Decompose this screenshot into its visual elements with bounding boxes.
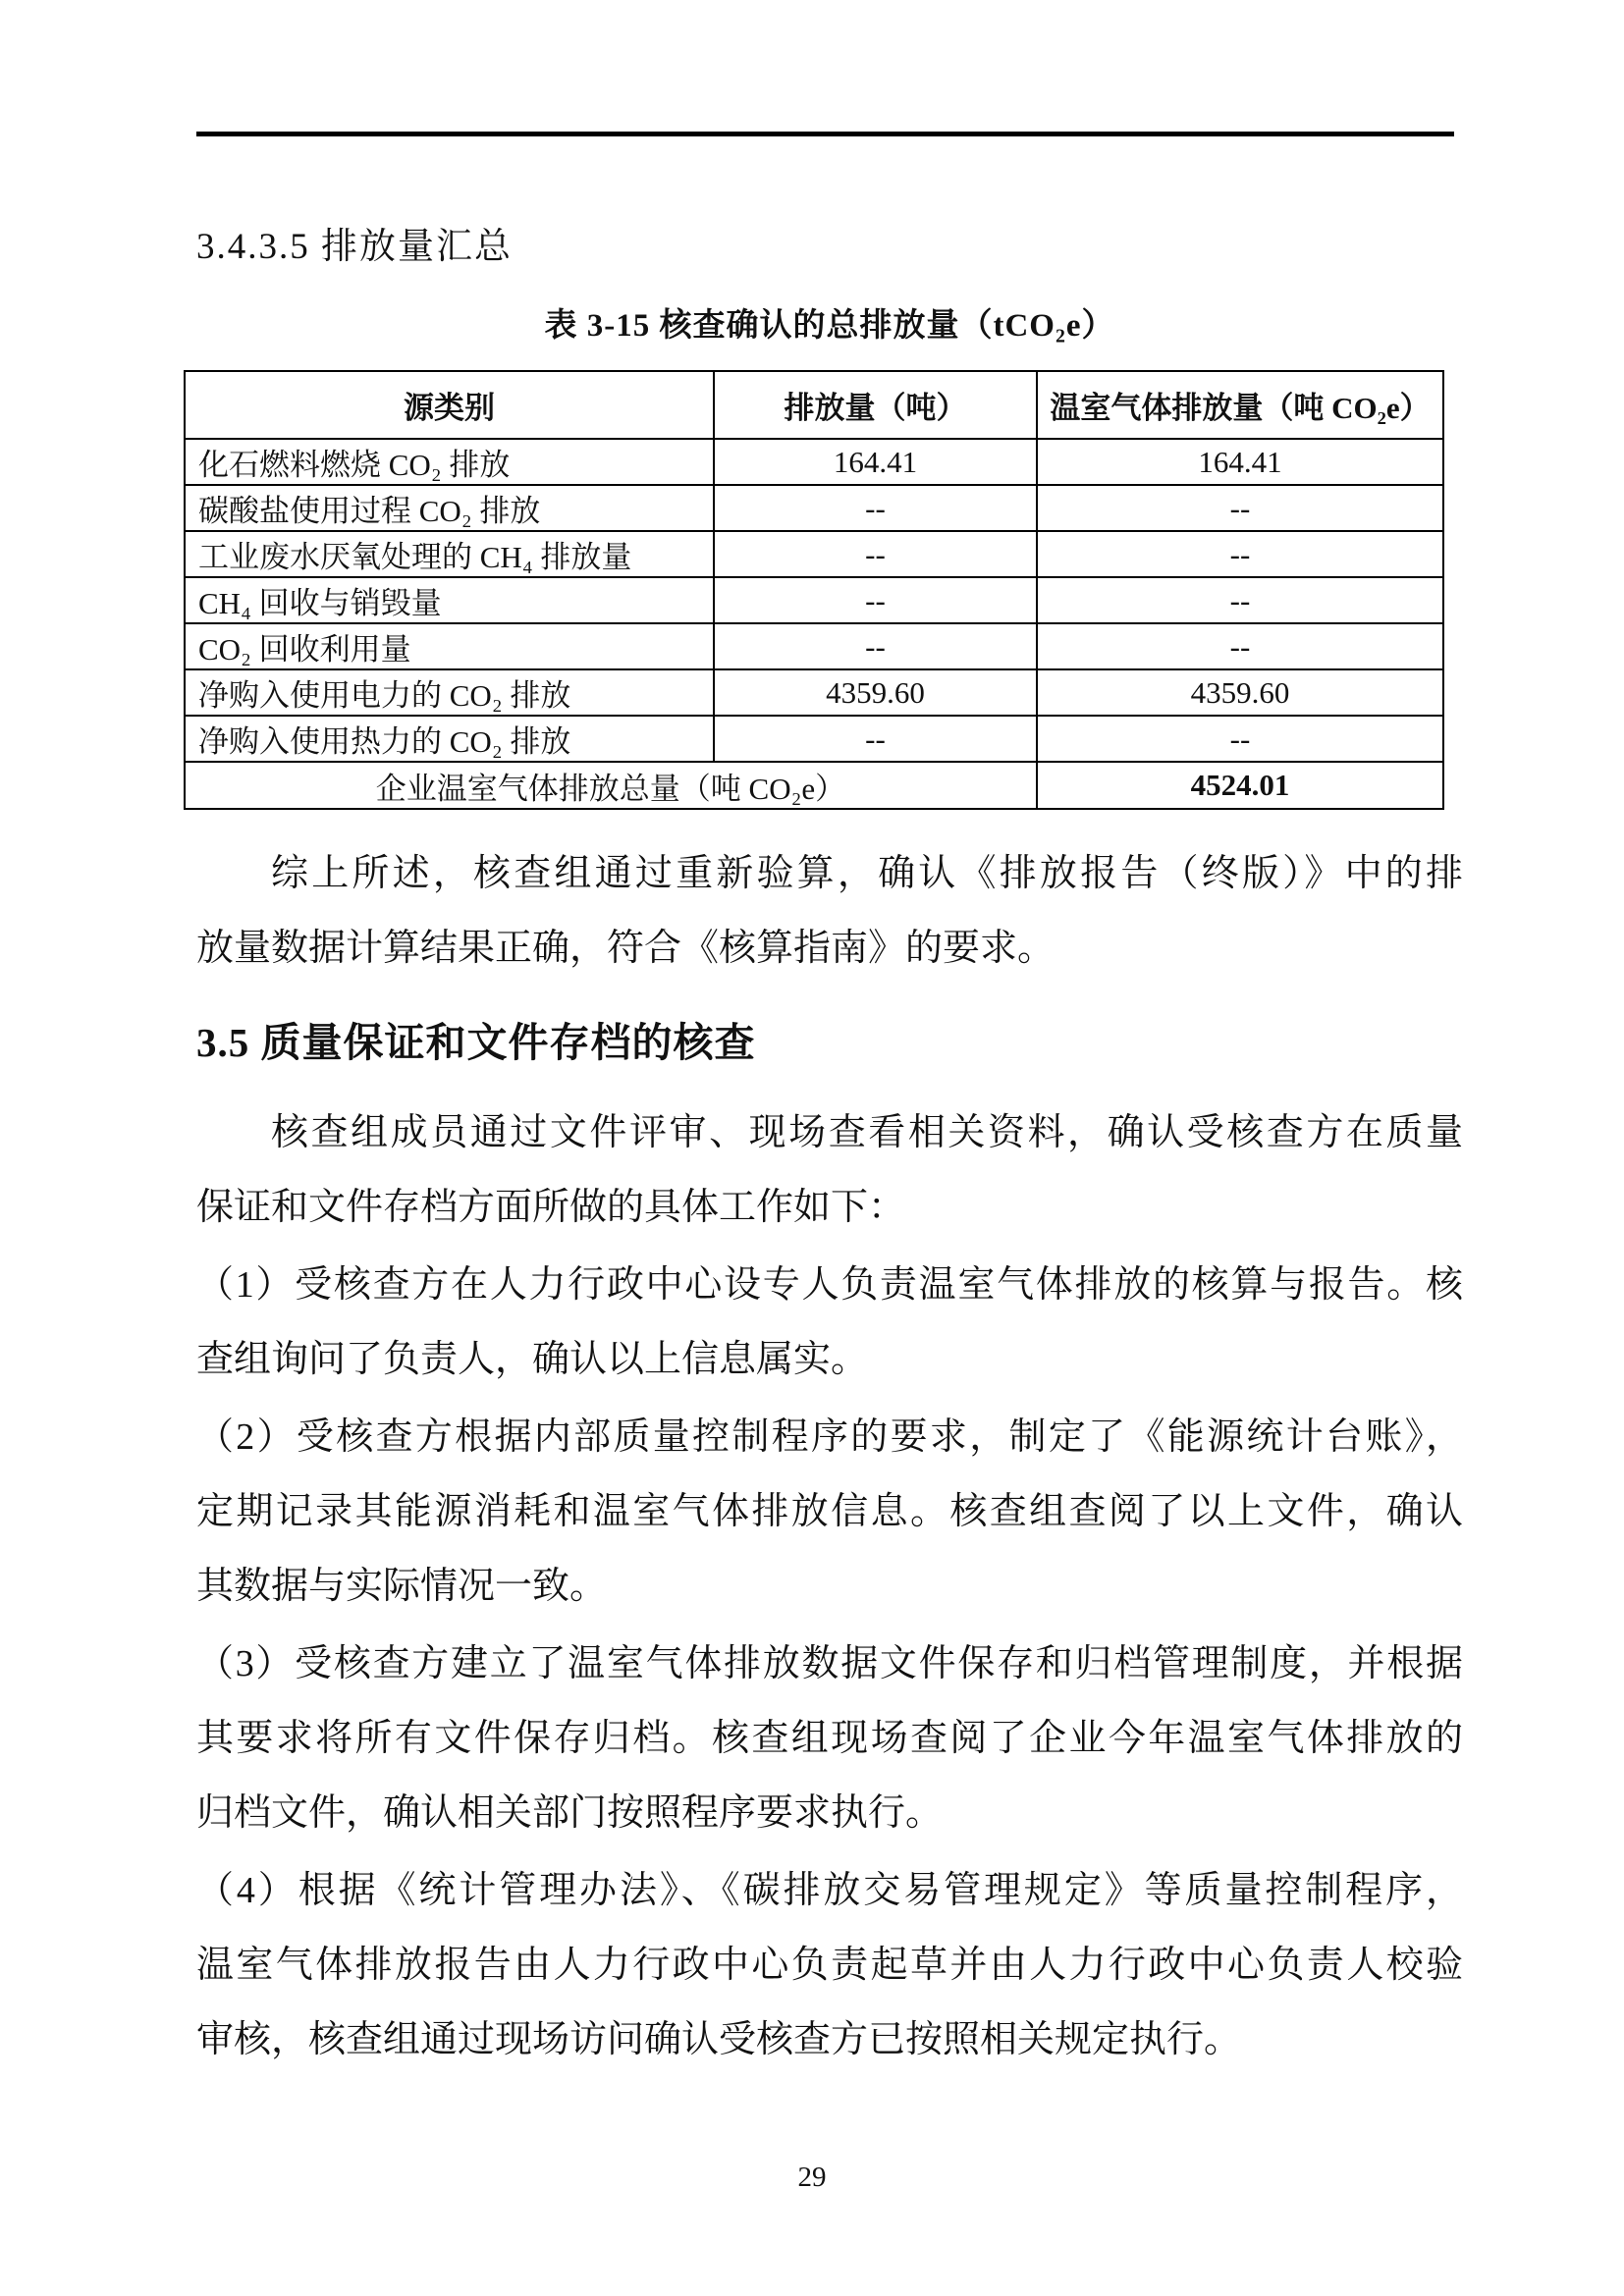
page-content (196, 0, 1463, 2077)
table-row (185, 716, 1443, 762)
paragraph-summary (196, 836, 1463, 986)
cell-ghg: -- (1037, 623, 1443, 669)
paragraph-line: （3）受核查方建立了温室气体排放数据文件保存和归档管理制度，并根据 (196, 1643, 1463, 1684)
paragraph-item-3 (196, 1627, 1463, 1850)
paragraph-line: 定期记录其能源消耗和温室气体排放信息。核查组查阅了以上文件，确认 (196, 1491, 1463, 1532)
total-value-cell: 4524.01 (1037, 762, 1443, 809)
cell-emission: 164.41 (714, 439, 1037, 485)
table-caption: 表 3-15 核查确认的总排放量（tCO₂e） (544, 308, 1115, 344)
paragraph-line: 温室气体排放报告由人力行政中心负责起草并由人力行政中心负责人校验 (196, 1945, 1463, 1986)
cell-source: CH₄ 回收与销毁量 (185, 577, 714, 623)
section-heading-35: 3.5 质量保证和文件存档的核查 (196, 1020, 756, 1065)
table-total-row (185, 762, 1443, 809)
paragraph-item-1 (196, 1248, 1463, 1397)
paragraph-line: 审核，核查组通过现场访问确认受核查方已按照相关规定执行。 (196, 2019, 1242, 2060)
table-row (185, 623, 1443, 669)
paragraph-line: 其数据与实际情况一致。 (196, 1566, 608, 1607)
paragraph-line: 其要求将所有文件保存归档。核查组现场查阅了企业今年温室气体排放的 (196, 1718, 1463, 1759)
cell-source: 净购入使用热力的 CO₂ 排放 (185, 716, 714, 762)
cell-emission: 4359.60 (714, 669, 1037, 716)
cell-emission: -- (714, 716, 1037, 762)
table-row (185, 439, 1443, 485)
paragraph-line: 查组询问了负责人，确认以上信息属实。 (196, 1339, 869, 1380)
cell-source: 碳酸盐使用过程 CO₂ 排放 (185, 485, 714, 531)
table-row (185, 577, 1443, 623)
cell-source: 工业废水厌氧处理的 CH₄ 排放量 (185, 531, 714, 577)
emissions-summary-table (184, 370, 1444, 810)
paragraph-item-2 (196, 1400, 1463, 1624)
table-row (185, 531, 1443, 577)
section-heading-3435: 3.4.3.5 排放量汇总 (196, 227, 513, 267)
cell-emission: -- (714, 577, 1037, 623)
paragraph-line: 综上所述，核查组通过重新验算，确认《排放报告（终版）》中的排 (271, 853, 1463, 894)
cell-ghg: -- (1037, 577, 1443, 623)
paragraph-qa-intro (196, 1095, 1463, 1245)
paragraph-item-4 (196, 1853, 1463, 2077)
paragraph-line: （1）受核查方在人力行政中心设专人负责温室气体排放的核算与报告。核 (196, 1264, 1463, 1306)
page-number: 29 (797, 2162, 827, 2193)
header-cell-source: 源类别 (185, 371, 714, 439)
table-row (185, 485, 1443, 531)
table-header-row (185, 371, 1443, 439)
total-label-cell: 企业温室气体排放总量（吨 CO₂e） (185, 762, 1037, 809)
cell-ghg: 4359.60 (1037, 669, 1443, 716)
paragraph-line: （2）受核查方根据内部质量控制程序的要求，制定了《能源统计台账》， (196, 1416, 1463, 1458)
cell-emission: -- (714, 485, 1037, 531)
paragraph-line: 归档文件，确认相关部门按照程序要求执行。 (196, 1792, 944, 1834)
paragraph-line: 保证和文件存档方面所做的具体工作如下： (196, 1187, 906, 1228)
cell-source: CO₂ 回收利用量 (185, 623, 714, 669)
cell-ghg: -- (1037, 485, 1443, 531)
cell-emission: -- (714, 623, 1037, 669)
cell-source: 净购入使用电力的 CO₂ 排放 (185, 669, 714, 716)
paragraph-line: 放量数据计算结果正确，符合《核算指南》的要求。 (196, 928, 1056, 969)
cell-ghg: -- (1037, 531, 1443, 577)
paragraph-line: （4）根据《统计管理办法》、《碳排放交易管理规定》等质量控制程序， (196, 1870, 1463, 1911)
paragraph-line: 核查组成员通过文件评审、现场查看相关资料，确认受核查方在质量 (271, 1112, 1463, 1153)
cell-source: 化石燃料燃烧 CO₂ 排放 (185, 439, 714, 485)
cell-ghg: 164.41 (1037, 439, 1443, 485)
header-cell-emission: 排放量（吨） (714, 371, 1037, 439)
header-cell-ghg: 温室气体排放量（吨 CO₂e） (1037, 371, 1443, 439)
cell-ghg: -- (1037, 716, 1443, 762)
table-row (185, 669, 1443, 716)
cell-emission: -- (714, 531, 1037, 577)
